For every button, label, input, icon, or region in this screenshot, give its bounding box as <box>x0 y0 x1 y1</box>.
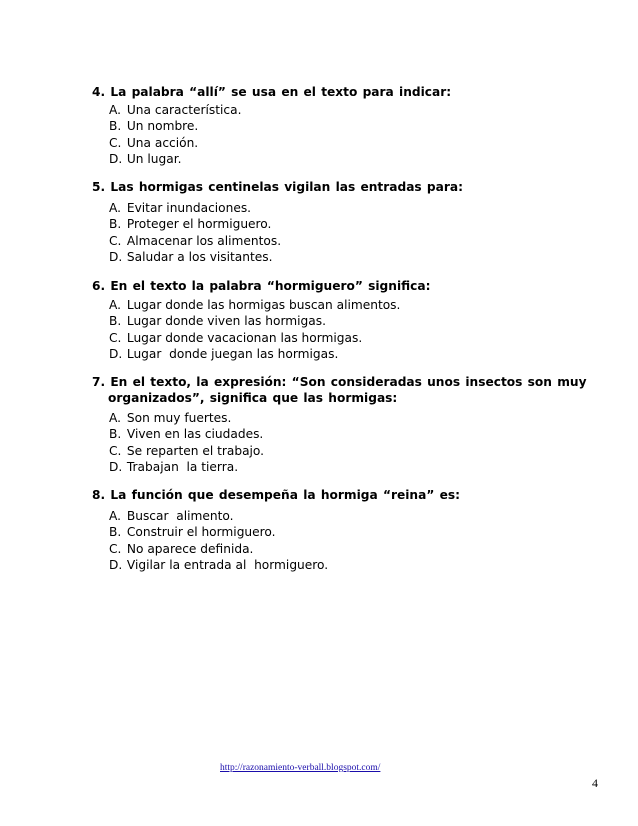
option-b: B. Proteger el hormiguero. <box>109 217 272 232</box>
option-c: C. Almacenar los alimentos. <box>109 233 282 248</box>
option-d: D. Trabajan la tierra. <box>109 459 239 474</box>
option-c: C. No aparece definida. <box>109 541 254 556</box>
option-b: B. Construir el hormiguero. <box>109 525 276 540</box>
question-5 <box>92 179 592 265</box>
option-a: A. Una característica. <box>109 103 242 117</box>
option-d: D. Lugar donde juegan las hormigas. <box>109 346 339 361</box>
answer-options <box>92 102 592 167</box>
answer-options <box>92 200 592 265</box>
question-title-line2: organizados”, significa que las hormigas: <box>108 391 398 405</box>
option-d: D. Un lugar. <box>109 151 182 166</box>
footer-link[interactable]: http://razonamiento-verball.blogspot.com/ <box>220 763 381 773</box>
answer-options <box>92 508 592 573</box>
option-d: D. Vigilar la entrada al hormiguero. <box>109 557 329 572</box>
option-b: B. Viven en las ciudades. <box>109 427 264 442</box>
option-b: B. Un nombre. <box>109 119 199 134</box>
option-c: C. Una acción. <box>109 135 199 150</box>
answer-options <box>92 297 592 362</box>
option-d: D. Saludar a los visitantes. <box>109 249 273 264</box>
question-title-line1: 7. En el texto, la expresión: “Son consideradas unos insectos son muy <box>92 375 587 389</box>
question-6 <box>92 278 592 362</box>
option-a: A. Buscar alimento. <box>109 509 234 523</box>
question-title: 6. En el texto la palabra “hormiguero” significa: <box>92 279 431 293</box>
page-number: 4 <box>592 776 598 790</box>
question-title: 4. La palabra “allí” se usa en el texto para indicar: <box>92 85 452 99</box>
option-c: C. Lugar donde vacacionan las hormigas. <box>109 330 363 345</box>
question-title: 5. Las hormigas centinelas vigilan las entradas para: <box>92 180 463 194</box>
question-title <box>92 374 592 406</box>
option-c: C. Se reparten el trabajo. <box>109 443 265 458</box>
option-a: A. Son muy fuertes. <box>109 411 232 425</box>
answer-options <box>92 410 592 475</box>
question-4 <box>92 84 592 167</box>
question-title: 8. La función que desempeña la hormiga “reina” es: <box>92 488 460 502</box>
option-b: B. Lugar donde viven las hormigas. <box>109 314 326 329</box>
question-7 <box>92 374 592 475</box>
option-a: A. Evitar inundaciones. <box>109 201 252 215</box>
option-a: A. Lugar donde las hormigas buscan alimentos. <box>109 298 401 312</box>
question-8 <box>92 487 592 573</box>
